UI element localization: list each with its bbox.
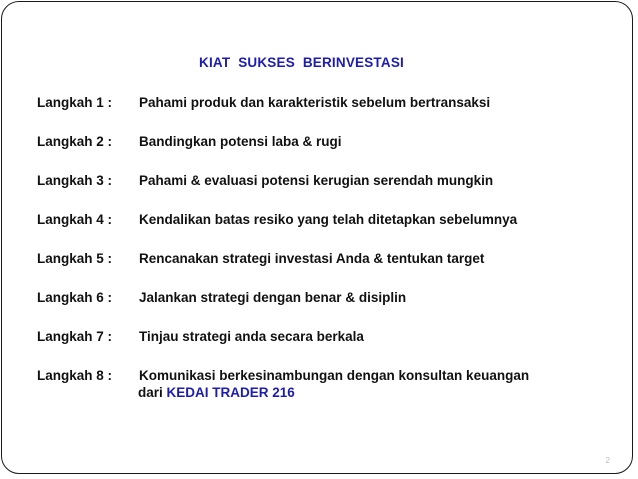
step-text: Kendalikan batas resiko yang telah ditetapkan sebelumnya xyxy=(139,212,518,227)
step-3 xyxy=(37,172,529,189)
step-label xyxy=(37,94,139,111)
step-label-text: Langkah 4 xyxy=(37,212,104,227)
slide-frame xyxy=(1,1,633,474)
step-continuation-prefix: dari xyxy=(138,385,167,400)
step-label xyxy=(37,328,139,345)
brand-name: KEDAI TRADER 216 xyxy=(166,385,295,400)
step-4 xyxy=(37,211,529,228)
step-separator: : xyxy=(103,95,113,110)
step-text: Rencanakan strategi investasi Anda & tentukan target xyxy=(139,251,485,266)
step-label-text: Langkah 1 xyxy=(37,95,104,110)
step-separator: : xyxy=(103,368,113,383)
step-separator: : xyxy=(103,290,113,305)
step-text: Tinjau strategi anda secara berkala xyxy=(139,329,364,344)
step-5 xyxy=(37,250,529,267)
step-label xyxy=(37,289,139,306)
step-7 xyxy=(37,328,529,345)
step-label xyxy=(37,172,139,189)
step-label xyxy=(37,367,139,384)
step-label-text: Langkah 8 xyxy=(37,368,104,383)
step-label xyxy=(37,211,139,228)
step-separator: : xyxy=(103,251,113,266)
step-text: Komunikasi berkesinambungan dengan konsultan keuangan xyxy=(139,368,530,383)
step-label-text: Langkah 7 xyxy=(37,329,104,344)
step-text: Pahami produk dan karakteristik sebelum bertransaksi xyxy=(139,95,491,110)
step-separator: : xyxy=(103,134,113,149)
step-separator: : xyxy=(103,212,113,227)
step-6 xyxy=(37,289,529,306)
step-text: Bandingkan potensi laba & rugi xyxy=(139,134,342,149)
page-number: 2 xyxy=(605,456,610,465)
step-1 xyxy=(37,94,529,111)
step-text: Jalankan strategi dengan benar & disiplin xyxy=(139,290,407,305)
step-separator: : xyxy=(103,329,113,344)
step-label-text: Langkah 2 xyxy=(37,134,104,149)
steps-list xyxy=(37,94,529,423)
step-8 xyxy=(37,367,529,401)
step-label-text: Langkah 5 xyxy=(37,251,104,266)
step-separator: : xyxy=(103,173,113,188)
step-label xyxy=(37,133,139,150)
step-continuation xyxy=(37,384,529,401)
step-2 xyxy=(37,133,529,150)
step-label-text: Langkah 3 xyxy=(37,173,104,188)
step-label-text: Langkah 6 xyxy=(37,290,104,305)
step-label xyxy=(37,250,139,267)
step-text: Pahami & evaluasi potensi kerugian serendah mungkin xyxy=(139,173,494,188)
slide-title: KIAT SUKSES BERINVESTASI xyxy=(199,55,404,70)
